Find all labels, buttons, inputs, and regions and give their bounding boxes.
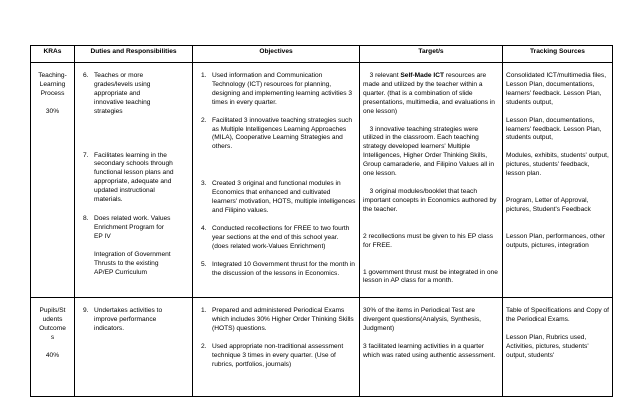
duty-item: 9. Undertakes activities to improve performance indicators. bbox=[83, 307, 163, 332]
kra-weight: 40% bbox=[45, 351, 60, 359]
objective-item: 4. Conducted recollections for FREE to two fourth year sections at the end of this school year. (does related work-Values Enrichment) bbox=[201, 224, 350, 250]
objective-item: 1. Used information and Communication Technology (ICT) resources for planning, designing and implementing learning activities 3 times in every quarter. bbox=[201, 72, 353, 106]
header-targets: Target/s bbox=[360, 46, 503, 63]
source-item: Lesson Plan, documentations, learners' feedback. Lesson Plan, students output, bbox=[506, 116, 602, 142]
target-item: 2 recollections must be given to his EP class for FREE. bbox=[363, 232, 493, 249]
kra-label-line: udents bbox=[42, 315, 63, 323]
source-item: Lesson Plan, performances, other outputs, pictures, integration bbox=[506, 232, 605, 249]
document-page bbox=[30, 45, 612, 417]
kra-label-line: Outcome bbox=[39, 324, 66, 332]
kra-label-line: Learning bbox=[39, 80, 66, 88]
duty-item: 8. Does related work. Values Enrichment Program for EP IV bbox=[83, 214, 171, 240]
duty-item: 6. Teaches or more grades/levels using appropriate and innovative teaching strategies bbox=[83, 72, 151, 115]
kra-label-line: s bbox=[50, 333, 55, 341]
kra-cell bbox=[31, 63, 75, 298]
kra-label-line: Teaching- bbox=[38, 72, 67, 79]
target-item: 3 original modules/booklet that teach important concepts in Economics authored by the teacher. bbox=[363, 187, 497, 213]
target-item: 3 innovative teaching strategies were utilized in the classroom. Each teaching strategy developed learners' Multiple Intelligences, Higher Order Thinking Skills, Group camaraderie, and Filipino Values all in one lesson. bbox=[363, 125, 495, 178]
header-objectives: Objectives bbox=[193, 46, 360, 63]
source-item: Program, Letter of Approval, pictures, Student's Feedback bbox=[506, 197, 591, 213]
kra-weight: 30% bbox=[45, 107, 60, 115]
duties-cell bbox=[75, 298, 193, 397]
table-row bbox=[31, 298, 613, 397]
kra-cell bbox=[31, 298, 75, 397]
objective-item: 5. Integrated 10 Government thrust for the month in the discussion of the lessons in Economics. bbox=[201, 260, 355, 277]
target-item: 3 relevant Self-Made ICT resources are made and utilized by the teacher within a quarter. (that is a combination of slide presentations, multimedia, and evaluations in one lesson) bbox=[363, 72, 495, 115]
source-item: Modules, exhibits, students' output, pictures, students' feedback, lesson plan. bbox=[506, 152, 609, 178]
target-item: 3 facilitated learning activities in a quarter which was rated using authentic assessment. bbox=[363, 342, 496, 359]
objective-item: 3. Created 3 original and functional modules in Economics that enhanced and cultivated learners' motivation, HOTS, multiple intelligences and Filipino values. bbox=[201, 180, 356, 214]
kra-label-line: Pupils/St bbox=[39, 307, 66, 314]
source-item: Table of Specifications and Copy of the Periodical Exams. bbox=[506, 307, 609, 323]
objective-item: 2. Facilitated 3 innovative teaching strategies such as Multiple Intelligences Learning Approaches (MILA), Cooperative Learning Strategies and others. bbox=[201, 116, 353, 151]
table-row bbox=[31, 63, 613, 298]
header-sources: Tracking Sources bbox=[503, 46, 613, 63]
sources-cell bbox=[503, 63, 613, 298]
duties-cell bbox=[75, 63, 193, 298]
duty-item: Integration of Government Thrusts to the existing AP/EP Curriculum bbox=[94, 250, 171, 276]
source-item: Lesson Plan, Rubrics used, Activities, pictures, students' output, students' bbox=[506, 333, 589, 359]
source-item: Consolidated ICT/multimedia files, Lesson Plan, documentations, learners' feedback. Lesson Plan, students output, bbox=[506, 72, 607, 106]
header-kras: KRAs bbox=[31, 46, 75, 63]
sources-cell bbox=[503, 298, 613, 397]
header-row bbox=[31, 46, 613, 63]
target-item: 30% of the items in Periodical Test are divergent questions(Analysis, Synthesis, Judgment) bbox=[363, 307, 482, 332]
objectives-cell bbox=[193, 298, 360, 397]
objective-item: 2. Used appropriate non-traditional assessment technique 3 times in every quarter. (Use of rubrics, portfolios, journals) bbox=[201, 342, 344, 368]
target-item: 1 government thrust must be integrated in one lesson in AP class for a month. bbox=[363, 268, 498, 285]
header-duties: Duties and Responsibilities bbox=[75, 46, 193, 63]
objectives-cell bbox=[193, 63, 360, 298]
duty-item: 7. Facilitates learning in the secondary schools through functional lesson plans and appropriate, adequate and updated instructional materials. bbox=[83, 151, 174, 204]
performance-table bbox=[30, 45, 613, 397]
kra-label-line: Process bbox=[40, 89, 65, 97]
objective-item: 1. Prepared and administered Periodical Exams which includes 30% Higher Order Thinking Skills (HOTS) questions. bbox=[201, 307, 354, 332]
targets-cell bbox=[360, 63, 503, 298]
targets-cell bbox=[360, 298, 503, 397]
